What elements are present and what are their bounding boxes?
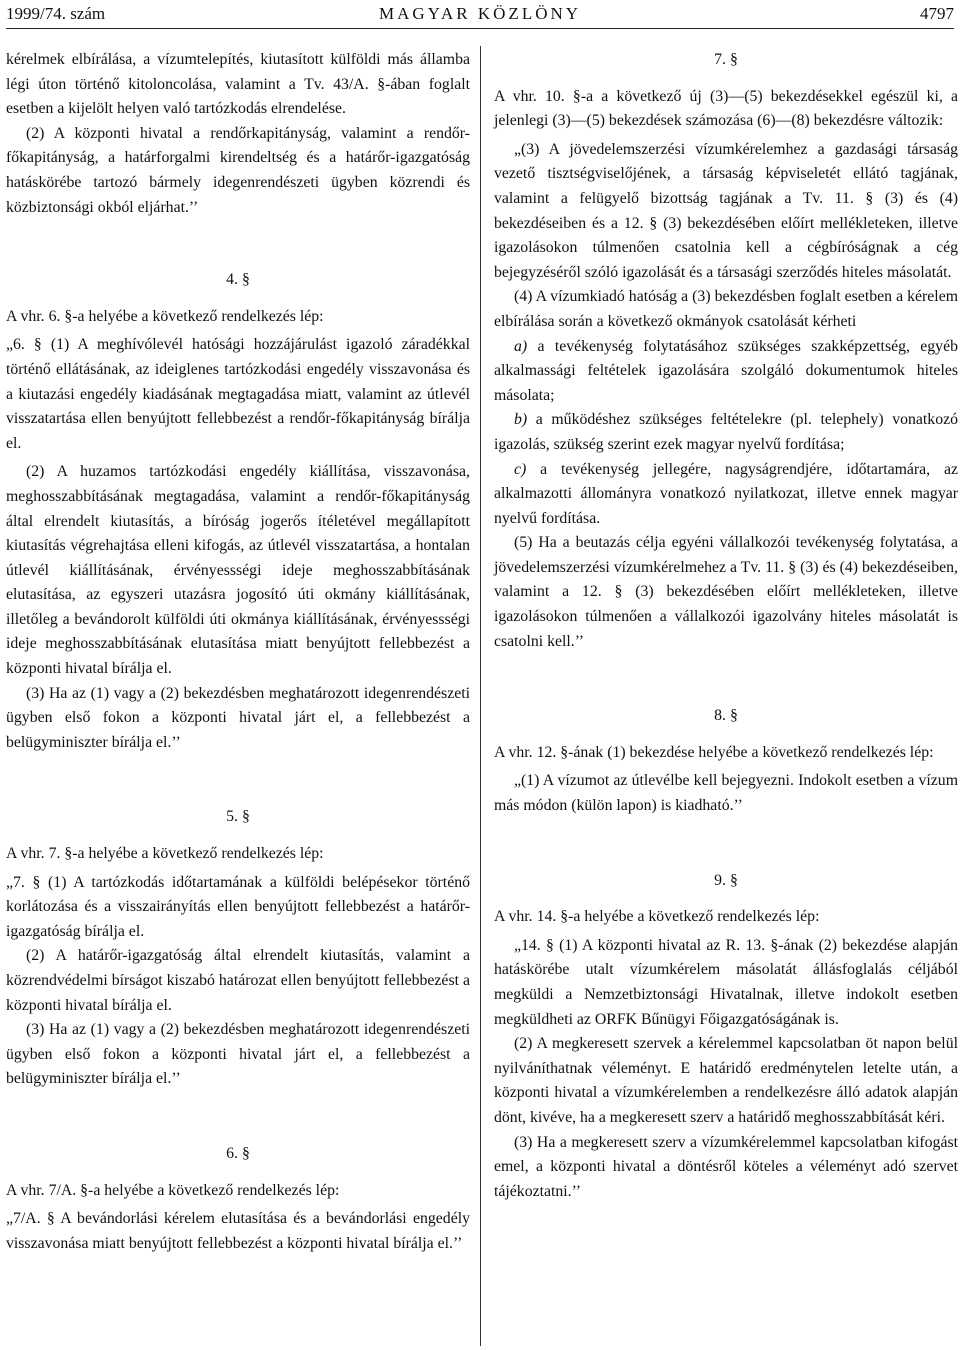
paragraph: A vhr. 7/A. §-a helyébe a következő rendelkezés lép:	[6, 1181, 340, 1199]
right-column	[494, 48, 958, 1204]
section-heading-9: 9. §	[714, 871, 738, 889]
paragraph: (2) A központi hivatal a rendőrkapitányság, valamint a rendőr-főkapitányság, a határforgalmi kirendeltség és a határőr-igazgatóság hatáskörébe tartozó bármely idegenrendészeti ügyben közrendi és közbiztonsági okból eljárhat.’’	[6, 124, 470, 216]
list-label: c)	[514, 460, 527, 478]
paragraph: kérelmek elbírálása, a vízumtelepítés, kiutasított külföldi más államba légi úton történő kitoloncolása, valamint a Tv. 43/A. §-ában foglalt esetben a kijelölt helyen való tartózkodás elrendelése.	[6, 51, 470, 118]
list-label: a)	[514, 337, 528, 355]
column-divider	[480, 46, 481, 1346]
section-heading-7: 7. §	[714, 51, 738, 68]
paragraph: (4) A vízumkiadó hatóság a (3) bekezdésben foglalt esetben a kérelem elbírálása során a következő okmányok csatolását kérheti	[494, 288, 958, 330]
list-label: b)	[514, 411, 528, 429]
list-text: a tevékenység folytatásához szükséges szakképzettség, egyéb alkalmassági feltételek igazolására szolgáló dokumentumok hiteles másolata;	[494, 337, 958, 404]
paragraph: A vhr. 10. §-a a következő új (3)—(5) bekezdésekkel egészül ki, a jelenlegi (3)—(5) bekezdések számozása (6)—(8) bekezdésre változik:	[494, 87, 958, 130]
page-number: 4797	[920, 4, 954, 23]
paragraph: „(1) A vízumot az útlevélbe kell bejegyezni. Indokolt esetben a vízum más módon (külön lapon) is kiadható.’’	[494, 772, 958, 815]
section-heading-4: 4. §	[226, 271, 250, 289]
left-column	[6, 48, 470, 1256]
paragraph: „7. § (1) A tartózkodás időtartamának a külföldi belépésekor történő korlátozása és a visszairányítás ellen benyújtott fellebbezést a határőr-igazgatóság bírálja el.	[6, 873, 470, 940]
section-heading-6: 6. §	[226, 1144, 250, 1162]
paragraph: (2) A megkeresett szervek a kérelemmel kapcsolatban öt napon belül nyilváníthatnak véleményt. E határidő eredménytelen letelte után, a központi hivatal a vízumkérelemben a rendelkezésre álló adatok alapján dönt, kivéve, ha a megkeresett szerv a határidő meghosszabbítását kéri.	[494, 1035, 958, 1126]
page-header	[6, 2, 954, 26]
list-item-a	[494, 335, 958, 409]
paragraph: (3) Ha a megkeresett szerv a vízumkérelemmel kapcsolatban kifogást emel, a központi hivatal a döntésről köteles a véleményt adó szervet tájékoztatni.’’	[494, 1133, 958, 1200]
paragraph: (2) A határőr-igazgatóság által elrendelt kiutasítás, valamint a közrendvédelmi bírságot kiszabó határozat ellen benyújtott fellebbezést a központi hivatal bírálja el.	[6, 947, 470, 1014]
paragraph: A vhr. 14. §-a helyébe a következő rendelkezés lép:	[494, 908, 820, 926]
paragraph: A vhr. 6. §-a helyébe a következő rendelkezés lép:	[6, 307, 324, 325]
issue-number: 1999/74. szám	[6, 4, 106, 23]
paragraph: (3) Ha az (1) vagy a (2) bekezdésben meghatározott idegenrendészeti ügyben első fokon a központi hivatal járt el, a fellebbezést a belügyminiszter bírálja el.’’	[6, 684, 470, 751]
journal-title: MAGYAR KÖZLÖNY	[378, 4, 582, 23]
paragraph: „14. § (1) A központi hivatal az R. 13. §-ának (2) bekezdése alapján hatáskörébe utalt vízumkérelem másolatát állásfoglalás céljából megküldi a Nemzetbiztonsági Hivatalnak, illetve indokolt esetben megküldheti az ORFK Bűnügyi Főigazgatóságának is.	[494, 936, 958, 1028]
paragraph: „(3) A jövedelemszerzési vízumkérelemhez a gazdasági társaság vezető tisztségviselőjének, a társaság képviseletét ellátó tagjának, valamint a felügyelő bizottság tagjának a Tv. 11. § (3) és (4) bekezdéseiben és a 12. § (3) bekezdésében előírt mellékleteken, illetve igazolásokon túlmenően csatolnia kell a cégbíróságnak a cég bejegyzéséről szóló igazolását és a társasági szerződés hiteles másolatát.	[494, 140, 958, 281]
list-text: a tevékenység jellegére, nagyságrendjére, időtartamára, az alkalmazotti állományra vonatkozó nyilatkozat, illetve ennek magyar nyelvű fordítása.	[494, 460, 958, 527]
paragraph: „7/A. § A bevándorlási kérelem elutasítása és a bevándorlási engedély visszavonása miatt benyújtott fellebbezést a központi hivatal bírálja el.’’	[6, 1210, 470, 1252]
paragraph: „6. § (1) A meghívólevél hatósági hozzájárulást igazoló záradékkal történő ellátásának, az ideiglenes tartózkodási engedély visszavonása és a kiutazási engedély kiadásának megtagadása miatt, valamint az útlevél visszatartása ellen benyújtott fellebbezést a rendőr-főkapitányság bírálja el.	[6, 336, 470, 452]
section-heading-5: 5. §	[226, 808, 250, 826]
list-item-b	[494, 408, 958, 457]
paragraph: A vhr. 12. §-ának (1) bekezdése helyébe a következő rendelkezés lép:	[494, 743, 934, 761]
paragraph: (3) Ha az (1) vagy a (2) bekezdésben meghatározott idegenrendészeti ügyben első fokon a központi hivatal járt el, a fellebbezést a belügyminiszter bírálja el.’’	[6, 1021, 470, 1088]
paragraph: (2) A huzamos tartózkodási engedély kiállítása, visszavonása, meghosszabbításának megtagadása, valamint a rendőr-főkapitányság által elrendelt kiutasítás, a bíróság jogerős ítéletével megállapított kiutasítás végrehajtása elleni kifogás, az útlevél visszatartása, a hontalan útlevél kiállításának, érvényessségi ideje meghosszabbításának elutasítása, az egyszeri utazásra jogosító úti okmány kiállításának, illetőleg a bevándorolt külföldi úti okmánya kiállításának, érvényessségi ideje meghosszabbításának elutasítása miatt benyújtott fellebbezést a központi hivatal bírálja el.	[6, 463, 470, 678]
paragraph: (5) Ha a beutazás célja egyéni vállalkozói tevékenység folytatása, a jövedelemszerzési vízumkérelmehez a Tv. 11. § (3) és (4) bekezdéseiben, valamint a 12. § (3) bekezdésében előírt mellékleteken, illetve igazolásokon túlmenően a vállalkozói igazolvány hiteles másolatát is csatolni kell.’’	[494, 534, 958, 650]
header-rule	[6, 28, 954, 29]
paragraph: A vhr. 7. §-a helyébe a következő rendelkezés lép:	[6, 845, 324, 863]
list-item-c	[494, 458, 958, 532]
section-heading-8: 8. §	[714, 707, 738, 725]
list-text: a működéshez szükséges feltételekre (pl. telephely) vonatkozó igazolás, szükség szerint ezek magyar nyelvű fordítása;	[494, 411, 958, 453]
